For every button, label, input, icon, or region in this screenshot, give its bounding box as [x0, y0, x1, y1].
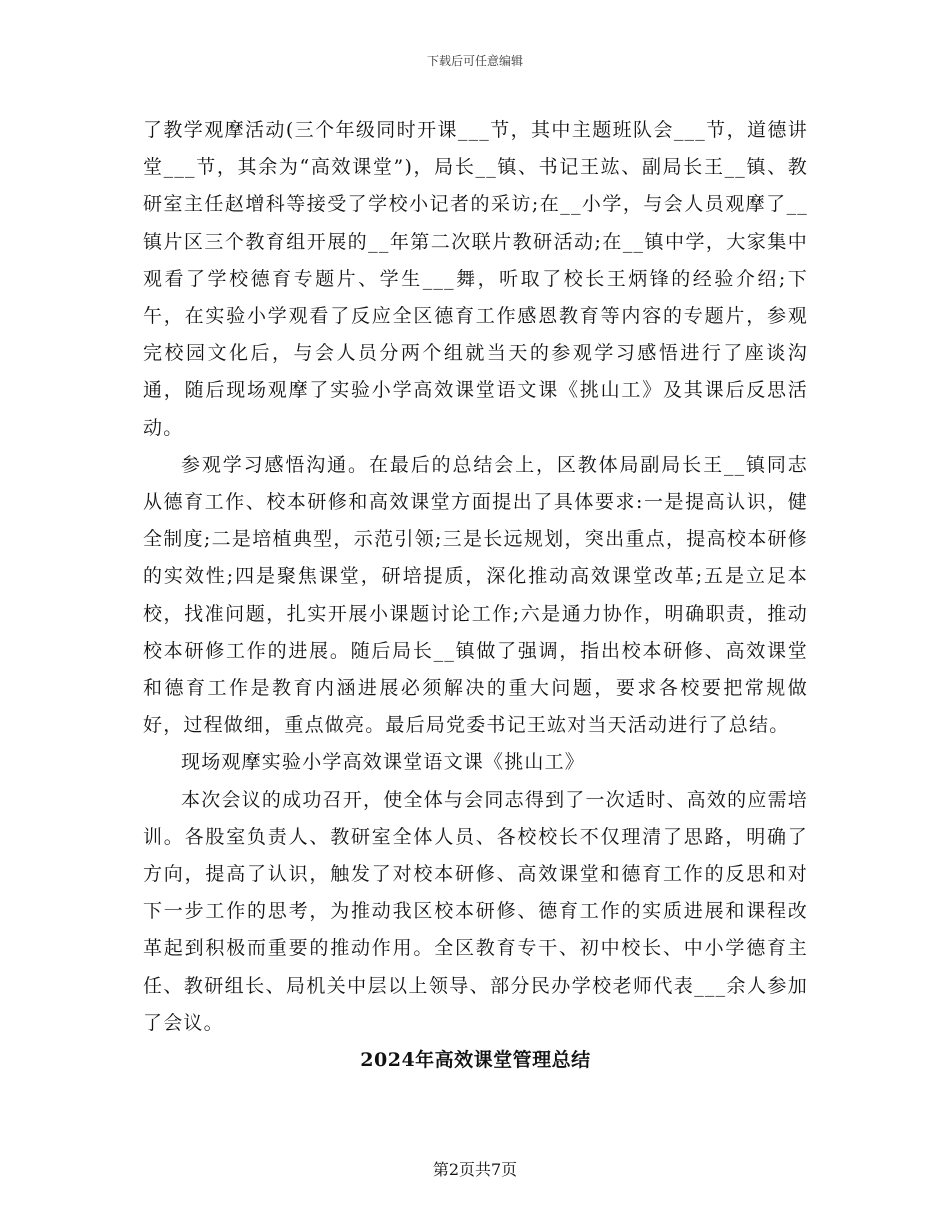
page-header	[0, 52, 950, 69]
header-note: 下载后可任意编辑	[426, 54, 523, 68]
paragraph-3: 现场观摩实验小学高效课堂语文课《挑山工》	[181, 751, 586, 774]
page-footer	[0, 1157, 950, 1180]
paragraph-2: 参观学习感悟沟通。在最后的总结会上，区教体局副局长王__镇同志从德育工作、校本研修和高效课堂方面提出了具体要求:一是提高认识，健全制度;二是培植典型，示范引领;三是长远规划，突出重点，提高校本研修的实效性;四是聚焦课堂，研培提质，深化推动高效课堂改革;五是立足本校，找准问题，扎实开展小课题讨论工作;六是通力协作，明确职责，推动校本研修工作的进展。随后局长__镇做了强调，指出校本研修、高效课堂和德育工作是教育内涵进展必须解决的重大问题，要求各校要把常规做好，过程做细，重点做亮。最后局党委书记王竑对当天活动进行了总结。	[143, 453, 808, 737]
paragraph-4: 本次会议的成功召开，使全体与会同志得到了一次适时、高效的应需培训。各股室负责人、教研室全体人员、各校校长不仅理清了思路，明确了方向，提高了认识，触发了对校本研修、高效课堂和德育工作的反思和对下一步工作的思考，为推动我区校本研修、德育工作的实质进展和课程改革起到积极而重要的推动作用。全区教育专干、初中校长、中小学德育主任、教研组长、局机关中层以上领导、部分民办学校老师代表___余人参加了会议。	[143, 788, 808, 1034]
page-number: 第2页共7页	[432, 1160, 518, 1179]
document-body	[143, 112, 808, 1079]
section-title: 2024年高效课堂管理总结	[360, 1049, 591, 1072]
paragraph-1: 了教学观摩活动(三个年级同时开课___节，其中主题班队会___节，道德讲堂___节，其余为“高效课堂”)，局长__镇、书记王竑、副局长王__镇、教研室主任赵增科等接受了学校小记者的采访;在__小学，与会人员观摩了__镇片区三个教育组开展的__年第二次联片教研活动;在__镇中学，大家集中观看了学校德育专题片、学生___舞，听取了校长王炳锋的经验介绍;下午，在实验小学观看了反应全区德育工作感恩教育等内容的专题片，参观完校园文化后，与会人员分两个组就当天的参观学习感悟进行了座谈沟通，随后现场观摩了实验小学高效课堂语文课《挑山工》及其课后反思活动。	[143, 119, 808, 439]
